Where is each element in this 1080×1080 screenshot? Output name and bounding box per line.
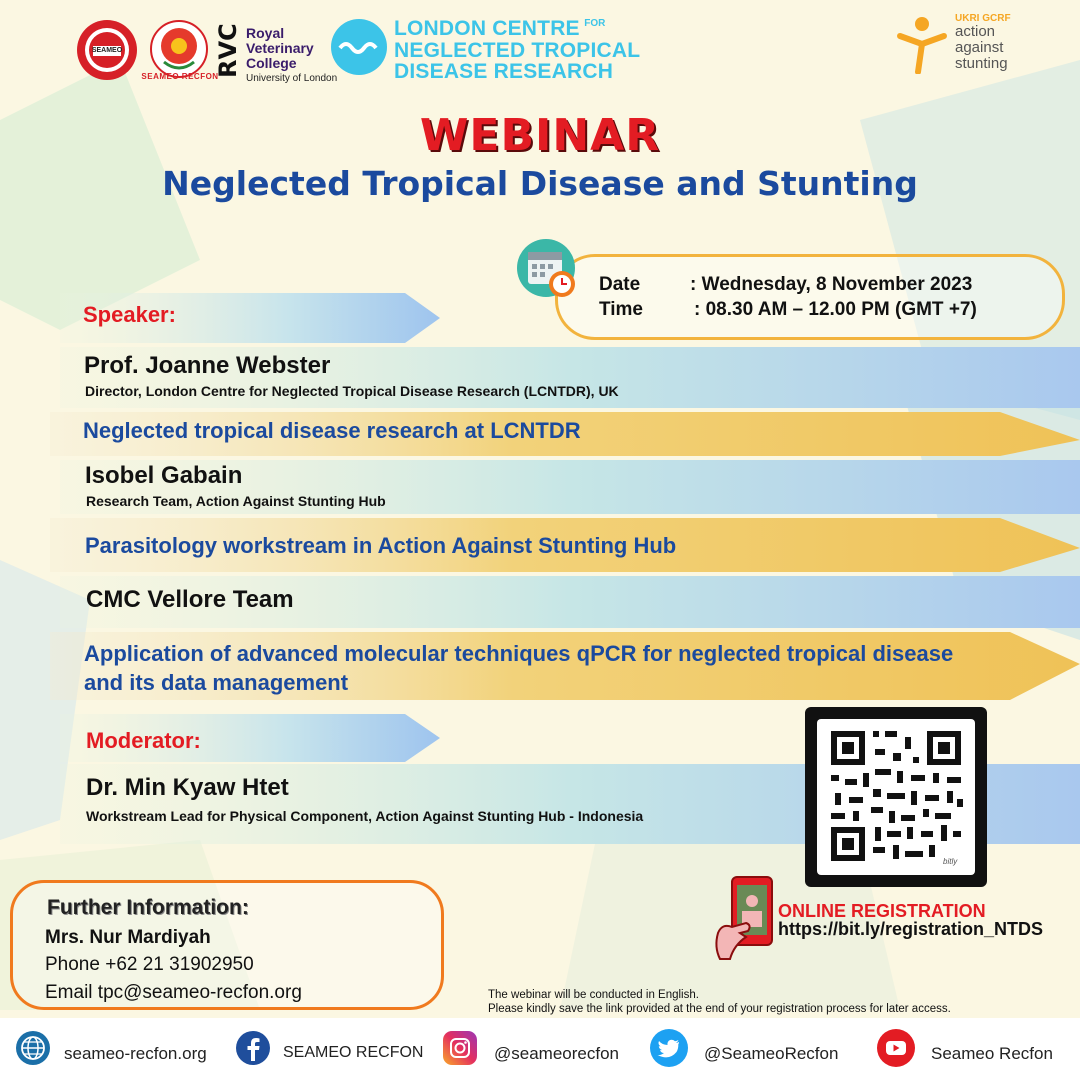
speaker-label: Speaker: <box>83 302 176 327</box>
speaker-3-topic-line-1: Application of advanced molecular techniques qPCR for neglected tropical disease <box>84 641 954 666</box>
aas-logo-text <box>955 13 1011 72</box>
date-label: Date <box>599 274 641 295</box>
lcntdr-logo-icon <box>330 18 388 76</box>
rvc-line-1: Royal <box>246 25 285 41</box>
aas-line-3: against <box>955 39 1004 56</box>
facebook-icon <box>236 1031 270 1065</box>
moderator-name: Dr. Min Kyaw Htet <box>86 774 289 801</box>
recfon-logo-label: SEAMEO RECFON <box>141 72 219 81</box>
time-value: : 08.30 AM – 12.00 PM (GMT +7) <box>694 299 977 320</box>
speaker-2-role: Research Team, Action Against Stunting Hub <box>86 493 386 509</box>
seameo-logo-label: SEAMEO <box>91 47 123 54</box>
moderator-label: Moderator: <box>86 728 201 753</box>
rvc-line-4: University of London <box>246 73 338 84</box>
aas-line-4: stunting <box>955 55 1008 72</box>
speaker-1-name: Prof. Joanne Webster <box>84 352 331 379</box>
page-title: WEBINAR <box>419 110 661 161</box>
footer-twitter[interactable]: @SeameoRecfon <box>704 1044 839 1063</box>
registration-qr-code[interactable] <box>805 707 987 887</box>
lcntdr-line-2: NEGLECTED TROPICAL <box>394 39 641 62</box>
lcntdr-line-3: DISEASE RESEARCH <box>394 60 614 83</box>
page-subtitle: Neglected Tropical Disease and Stunting <box>162 164 918 203</box>
rvc-line-3: College <box>246 55 297 71</box>
further-info-title: Further Information: <box>47 896 249 919</box>
rvc-logo-text <box>246 26 337 86</box>
contact-email[interactable]: Email tpc@seameo-recfon.org <box>45 982 302 1003</box>
language-note: The webinar will be conducted in English. <box>488 989 699 1001</box>
speaker-3-name: CMC Vellore Team <box>86 586 294 613</box>
contact-phone: Phone +62 21 31902950 <box>45 954 254 975</box>
speaker-2-topic: Parasitology workstream in Action Against Stunting Hub <box>85 533 677 558</box>
save-link-note: Please kindly save the link provided at the end of your registration process for later access. <box>488 1003 951 1015</box>
calendar-icon <box>516 238 580 302</box>
aas-line-1: UKRI GCRF <box>955 13 1011 24</box>
twitter-icon <box>650 1029 688 1067</box>
globe-icon <box>16 1031 50 1065</box>
rvc-line-2: Veterinary <box>246 40 314 56</box>
phone-tap-icon <box>712 875 778 975</box>
speaker-3-topic-line-2: and its data management <box>84 670 349 695</box>
speaker-1-topic: Neglected tropical disease research at LCNTDR <box>83 418 581 443</box>
youtube-icon <box>877 1029 915 1067</box>
date-value: : Wednesday, 8 November 2023 <box>690 274 973 295</box>
registration-title: ONLINE REGISTRATION <box>778 901 986 921</box>
instagram-icon <box>443 1031 477 1065</box>
footer-youtube[interactable]: Seameo Recfon <box>931 1044 1053 1063</box>
aas-logo-icon <box>896 14 948 74</box>
time-label: Time <box>599 299 644 320</box>
footer-facebook[interactable]: SEAMEO RECFON <box>283 1044 424 1061</box>
speaker-1-role: Director, London Centre for Neglected Tropical Disease Research (LCNTDR), UK <box>85 383 619 399</box>
lcntdr-line-1: LONDON CENTRE <box>394 17 580 40</box>
lcntdr-for: FOR <box>584 18 606 29</box>
footer-instagram[interactable]: @seameorecfon <box>494 1044 619 1063</box>
speaker-2-name: Isobel Gabain <box>85 462 243 489</box>
schedule-box <box>555 254 1065 340</box>
qr-caption: bitly <box>943 857 958 866</box>
footer-website[interactable]: seameo-recfon.org <box>64 1044 207 1063</box>
registration-link[interactable]: https://bit.ly/registration_NTDS <box>778 919 1044 939</box>
rvc-mark-text: RVC <box>214 23 242 78</box>
lcntdr-logo-text <box>394 18 640 82</box>
moderator-role: Workstream Lead for Physical Component, Action Against Stunting Hub - Indonesia <box>86 808 644 824</box>
qr-pattern <box>817 719 975 875</box>
aas-line-2: action <box>955 23 996 40</box>
rvc-logo-mark <box>214 23 242 78</box>
contact-name: Mrs. Nur Mardiyah <box>45 927 211 948</box>
